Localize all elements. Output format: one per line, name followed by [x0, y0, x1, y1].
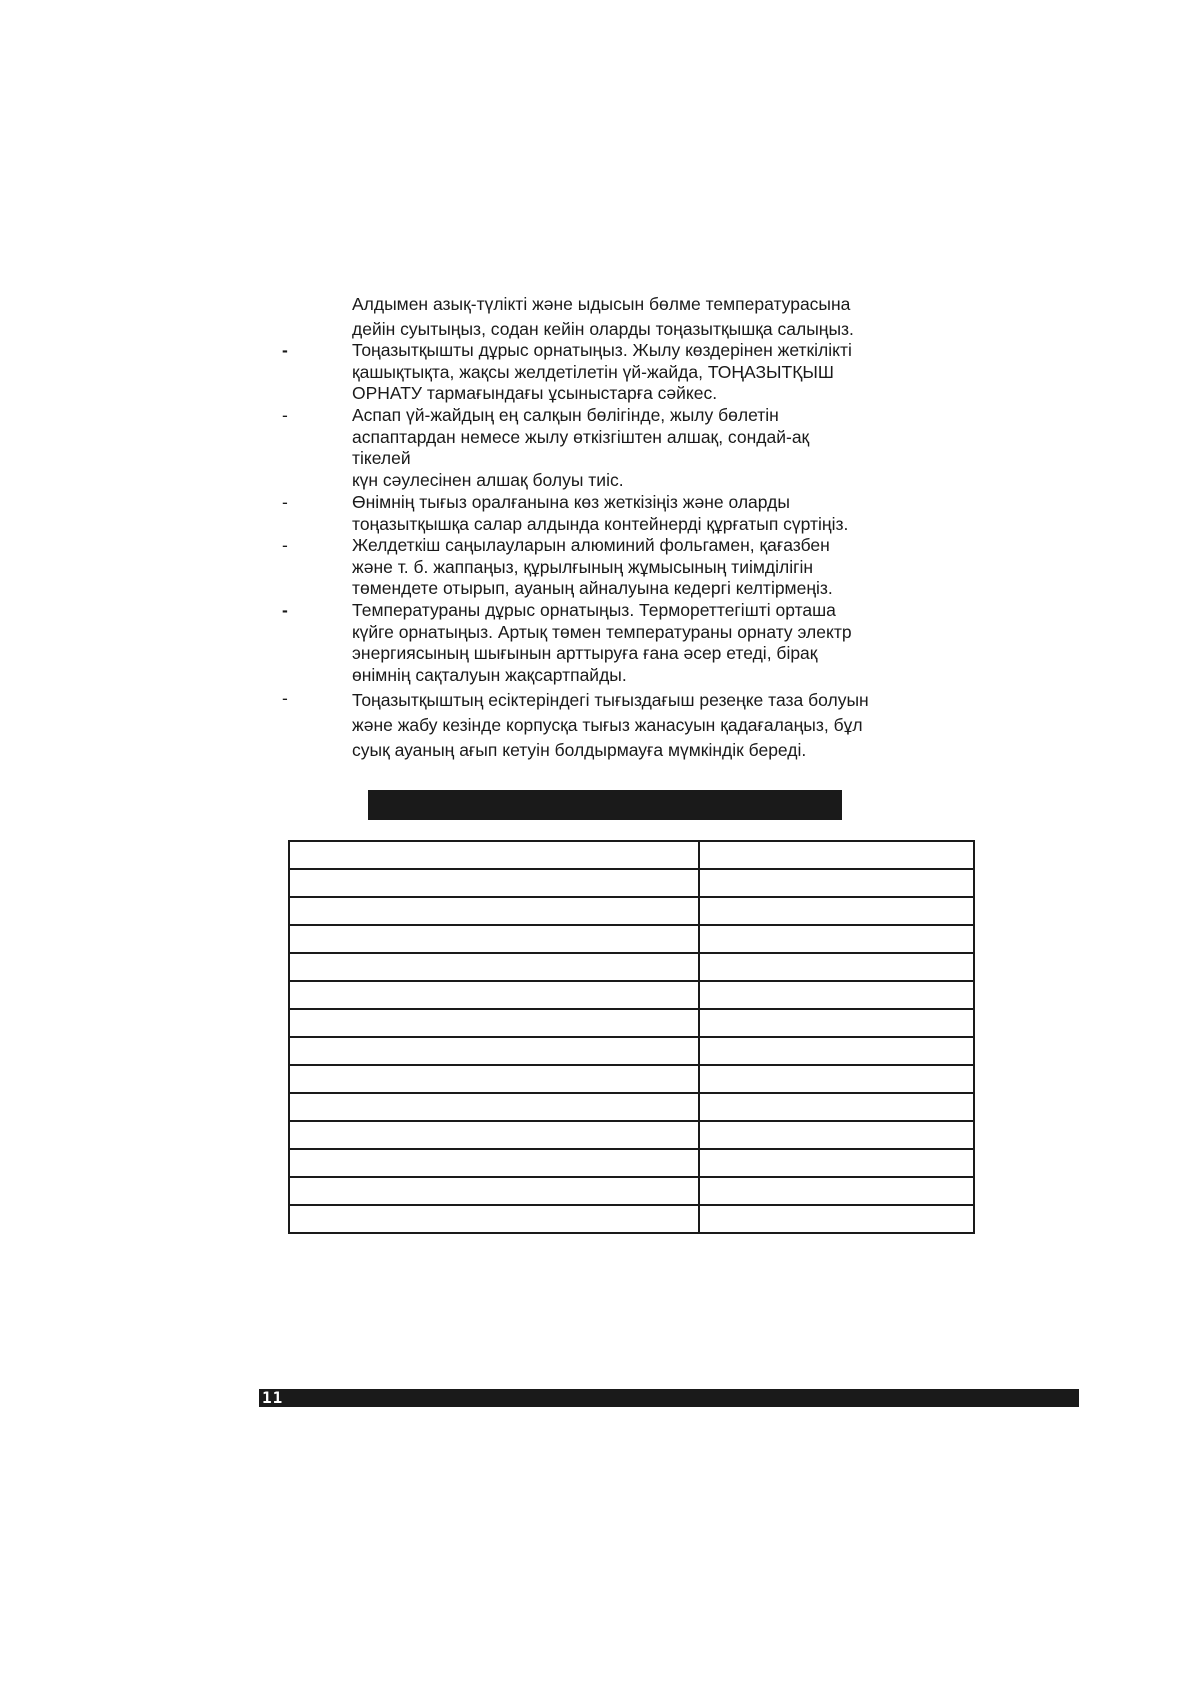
table-cell — [699, 1009, 974, 1037]
bullet-marker: - — [282, 688, 288, 708]
bullet-line: және жабу кезінде корпусқа тығыз жанасуын қадағалаңыз, бұл — [352, 715, 863, 735]
bullet-item — [352, 600, 952, 686]
bullet-line: төмендете отырып, ауаның айналуына кедергі келтірмеңіз. — [352, 578, 833, 598]
bullet-marker: - — [282, 600, 288, 620]
bullet-item — [352, 535, 952, 600]
bullet-line: қашықтықта, жақсы желдетілетін үй-жайда, ТОҢАЗЫТҚЫШ — [352, 361, 834, 382]
table-cell — [699, 1121, 974, 1149]
table-row — [289, 953, 974, 981]
table-cell — [699, 841, 974, 869]
bullet-item — [352, 688, 952, 763]
table-cell — [289, 897, 699, 925]
table-cell — [699, 981, 974, 1009]
table-row — [289, 1093, 974, 1121]
table-cell — [289, 869, 699, 897]
bullet-line: тоңазытқышқа салар алдында контейнерді құрғатып сүртіңіз. — [352, 513, 849, 534]
intro-line: Алдымен азық-түлікті және ыдысын бөлме температурасына — [352, 294, 851, 314]
table-cell — [699, 925, 974, 953]
table-cell — [289, 1205, 699, 1233]
bullet-line: Желдеткіш саңылауларын алюминий фольгамен, қағазбен — [352, 535, 830, 555]
bullet-line: суық ауаның ағып кетуін болдырмауға мүмкіндік береді. — [352, 740, 807, 760]
table-cell — [699, 869, 974, 897]
intro-paragraph — [352, 292, 952, 342]
table-cell — [699, 953, 974, 981]
table-cell — [289, 981, 699, 1009]
table-cell — [289, 1037, 699, 1065]
bullet-line: аспаптардан немесе жылу өткізгіштен алшақ, сондай-ақ — [352, 426, 810, 447]
bullet-line: тікелей — [352, 448, 411, 468]
table-row — [289, 925, 974, 953]
table-cell — [699, 1037, 974, 1065]
empty-table — [288, 840, 975, 1234]
table-cell — [289, 1093, 699, 1121]
bullet-line: Температураны дұрыс орнатыңыз. Термореттегішті орташа — [352, 600, 836, 620]
table-row — [289, 981, 974, 1009]
table-cell — [289, 953, 699, 981]
table-cell — [289, 1009, 699, 1037]
intro-line: дейін суытыңыз, содан кейін оларды тоңазытқышқа салыңыз. — [352, 319, 854, 339]
bullet-line: өнімнің сақталуын жақсартпайды. — [352, 664, 627, 685]
table-cell — [699, 1065, 974, 1093]
table-cell — [289, 1065, 699, 1093]
bullet-line: энергиясының шығынын арттыруға ғана әсер етеді, бірақ — [352, 643, 818, 663]
table-cell — [699, 1205, 974, 1233]
table-row — [289, 1149, 974, 1177]
table-row — [289, 1037, 974, 1065]
bullet-line: Тоңазытқыштың есіктеріндегі тығыздағыш резеңке таза болуын — [352, 690, 869, 710]
bullet-marker: - — [282, 340, 288, 360]
footer-bar — [259, 1389, 1079, 1407]
section-header-bar — [368, 790, 842, 820]
bullet-line: күн сәулесінен алшақ болуы тиіс. — [352, 469, 624, 490]
bullet-line: Тоңазытқышты дұрыс орнатыңыз. Жылу көздерінен жеткілікті — [352, 340, 852, 360]
table-row — [289, 1009, 974, 1037]
table-cell — [289, 1121, 699, 1149]
table-cell — [699, 1177, 974, 1205]
table-row — [289, 841, 974, 869]
table-row — [289, 1177, 974, 1205]
table-row — [289, 897, 974, 925]
bullet-item — [352, 492, 952, 535]
table-row — [289, 1205, 974, 1233]
bullet-marker: - — [282, 405, 288, 425]
bullet-line: ОРНАТУ тармағындағы ұсыныстарға сәйкес. — [352, 383, 718, 403]
page-number: 11 — [262, 1388, 284, 1407]
table-row — [289, 1065, 974, 1093]
bullet-item — [352, 405, 952, 491]
table-cell — [289, 1177, 699, 1205]
table-cell — [289, 1149, 699, 1177]
table-cell — [699, 1149, 974, 1177]
bullet-line: күйге орнатыңыз. Артық төмен температураны орнату электр — [352, 621, 852, 642]
bullet-line: Өнімнің тығыз оралғанына көз жеткізіңіз және оларды — [352, 492, 790, 512]
table-cell — [289, 925, 699, 953]
table-cell — [289, 841, 699, 869]
bullet-marker: - — [282, 535, 288, 555]
bullet-marker: - — [282, 492, 288, 512]
table-cell — [699, 897, 974, 925]
bullet-item — [352, 340, 952, 405]
table-row — [289, 869, 974, 897]
bullet-line: және т. б. жаппаңыз, құрылғының жұмысының тиімділігін — [352, 556, 814, 577]
bullet-line: Аспап үй-жайдың ең салқын бөлігінде, жылу бөлетін — [352, 405, 779, 425]
table-row — [289, 1121, 974, 1149]
table-cell — [699, 1093, 974, 1121]
